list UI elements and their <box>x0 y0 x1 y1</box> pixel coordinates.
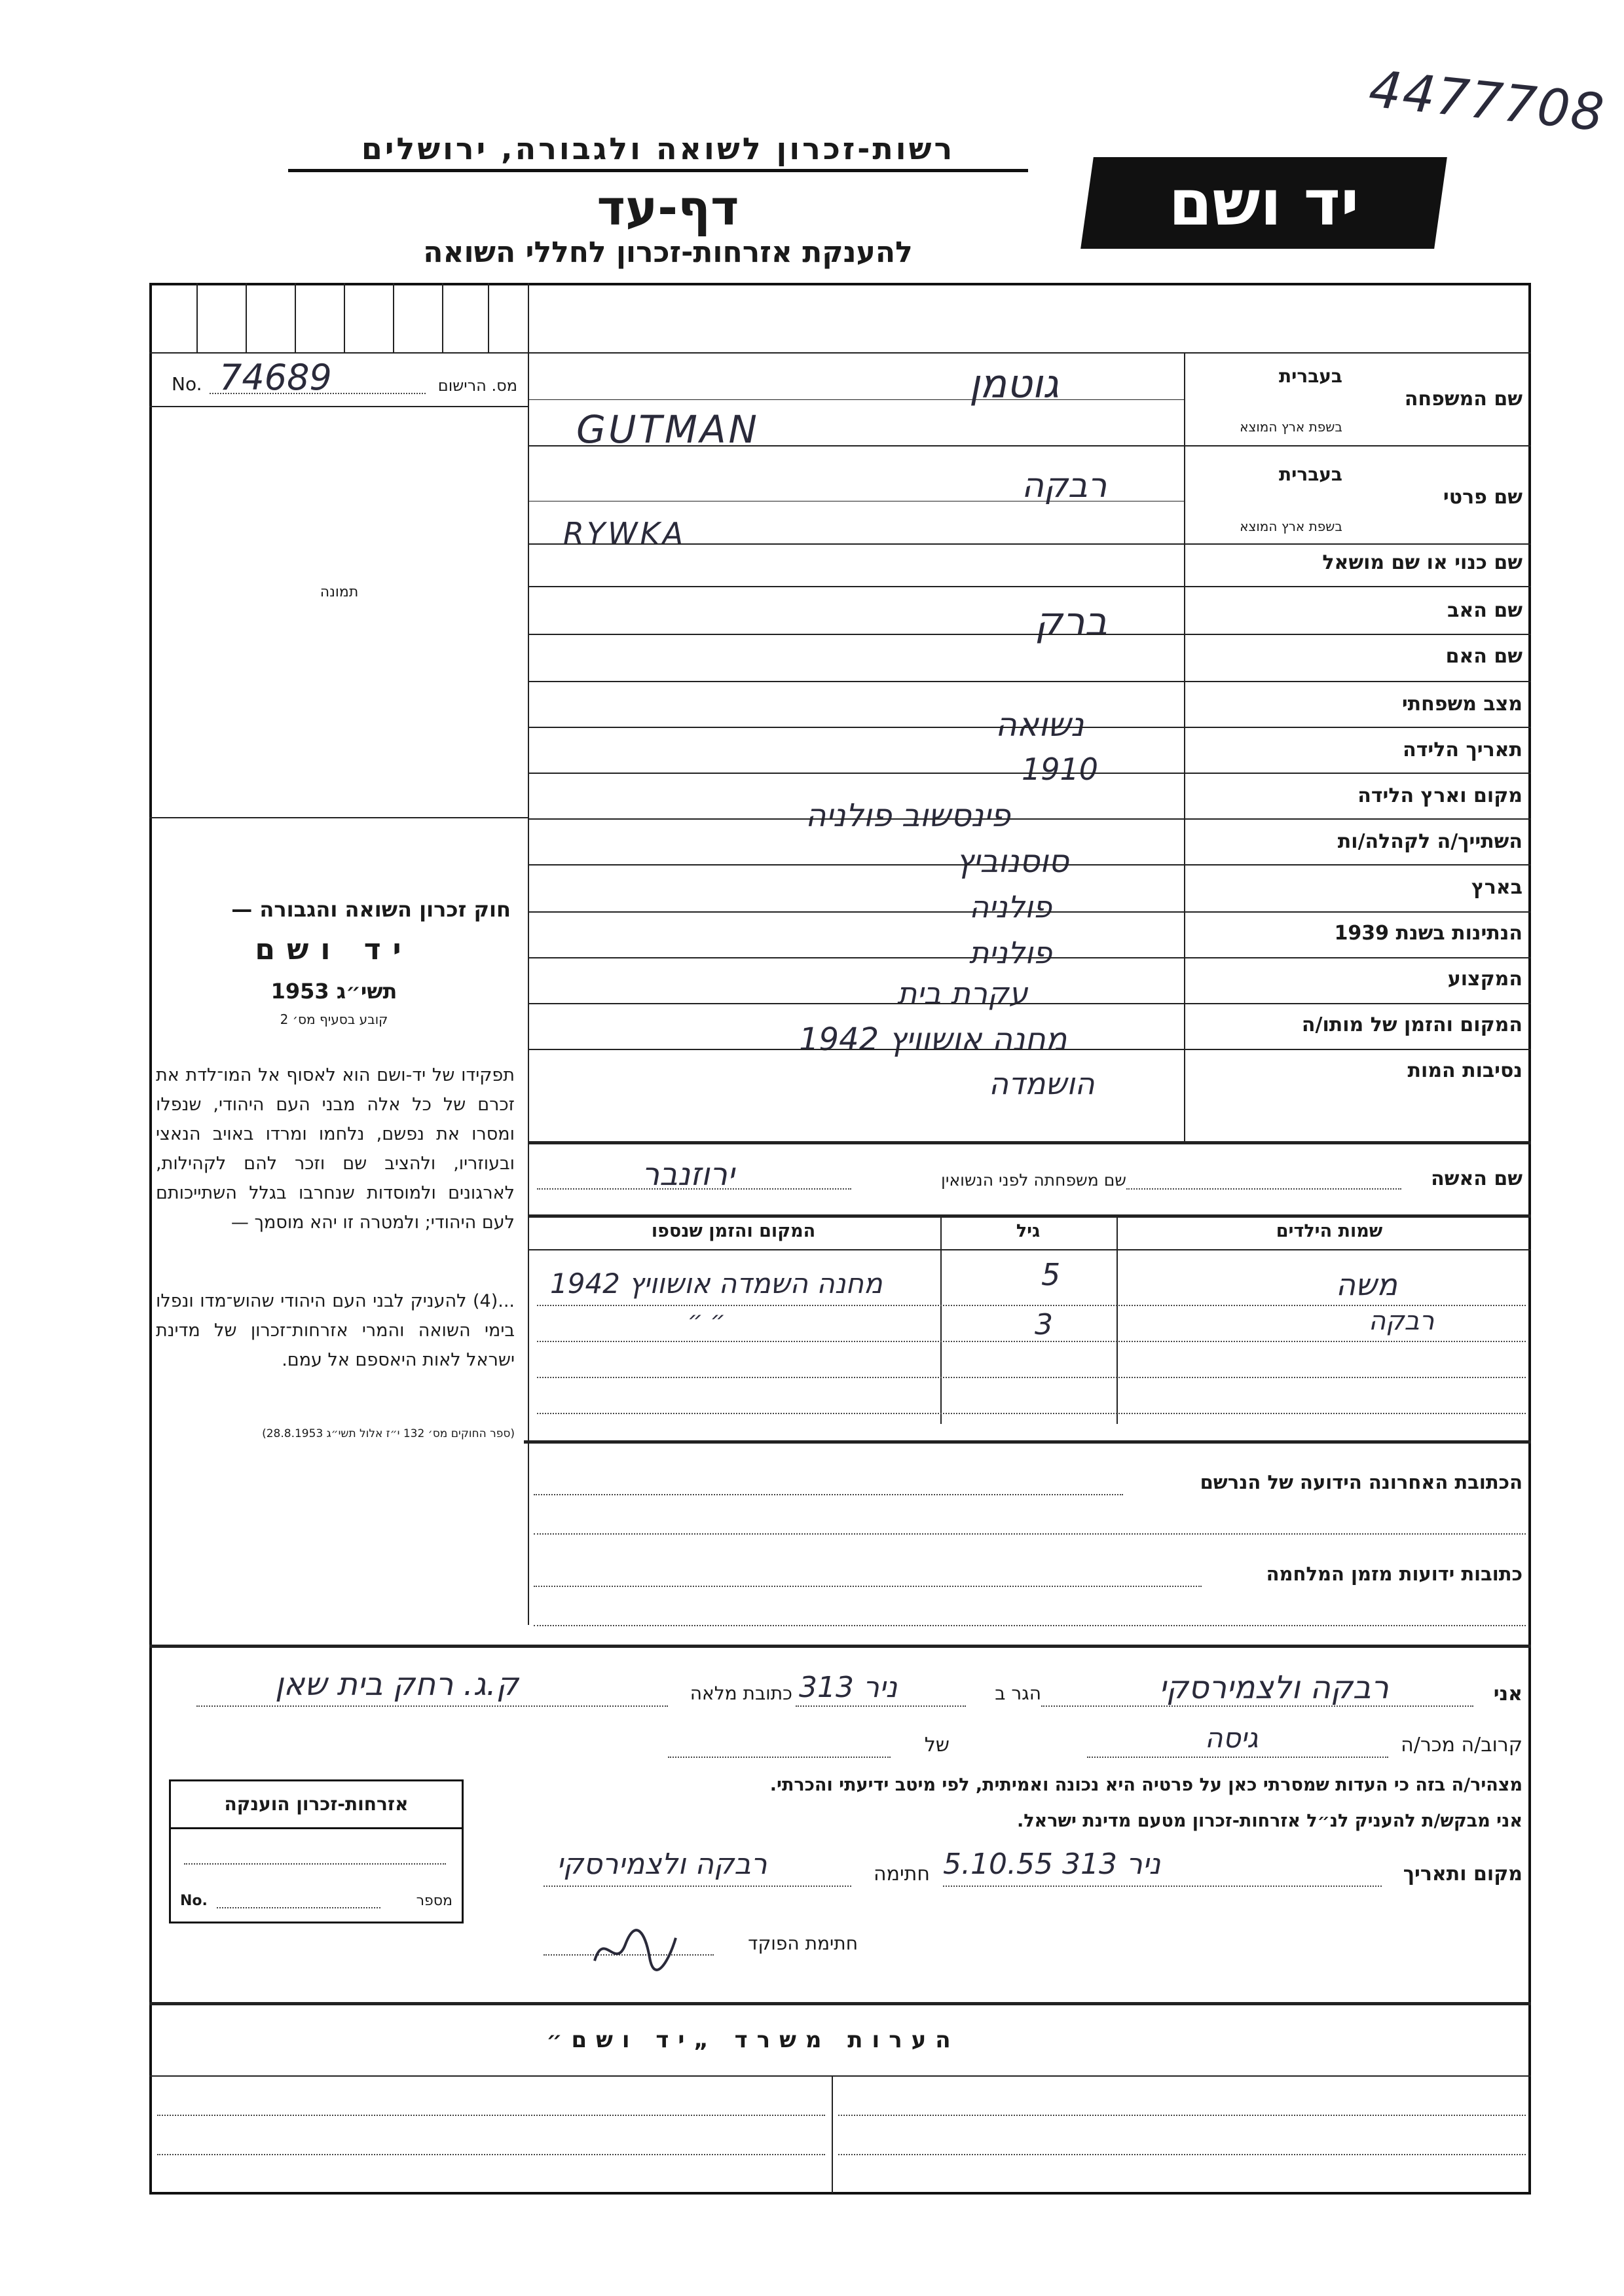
authority-title: רשות-זכרון לשואה ולגבורה, ירושלים <box>288 131 1028 172</box>
surname-origin-sublabel: בשפת ארץ המוצא <box>1240 419 1342 435</box>
place-date-label: מקום ותאריך <box>1403 1863 1522 1886</box>
law-name: יד ושם <box>255 933 413 966</box>
official-signature-label: חתימת הפוקד <box>748 1933 858 1954</box>
child-age: 3 <box>1035 1308 1053 1341</box>
death-place-time-label: המקום והזמן של מותו/ה <box>1301 1013 1522 1036</box>
country-label: בארץ <box>1471 876 1522 899</box>
child-name: משה <box>1336 1267 1397 1302</box>
child-place: ״ ״ <box>688 1307 726 1334</box>
logo-text: יד ושם <box>1168 166 1359 240</box>
death-circumstances-label: נסיבות המות <box>1407 1059 1522 1082</box>
spouse-maiden-label: שם משפחתה לפני הנשואין <box>941 1171 1126 1190</box>
law-paragraph-2: ...(4) להעניק לבני העם היהודי שהוש־מדו ונפלו בימי השואה והמרי אזרחות־זכרון של מדינת ישראל לאות היאספם אל עמם. <box>156 1291 515 1370</box>
first-name-origin-value: RYWKA <box>563 516 686 551</box>
nickname-label: שם כנוי או שם מושאל <box>1322 551 1522 574</box>
first-name-hebrew-sublabel: בעברית <box>1278 464 1342 485</box>
declaration-witness: רבקה ולצמירסקי <box>1159 1669 1389 1706</box>
birth-place-label: מקום וארץ הלידה <box>1357 784 1522 807</box>
citizenship-box-title: אזרחות-זכרון הוענקה <box>171 1781 462 1829</box>
yad-vashem-logo <box>1080 157 1447 249</box>
registration-number: 74689 <box>219 357 332 398</box>
law-paragraph-1: תפקידו של יד-ושם הוא לאסוף אל המו־לדת את זכרם של כל אלה מבני העם היהודי, שנפלו ומסרו את נפשם, נלחמו ומרדו באויב הנאצי ובעוזריו, ולהציב שם וזכר להם לקהילות, לארגונים ולמוסדות שנחרבו בגלל השתייכותם לעם היהודי; ולמטרה זו יהא מוסמך — <box>156 1065 515 1233</box>
death-place-time-value: מחנה אושוויץ 1942 <box>799 1021 1067 1058</box>
nationality-value: פולנית <box>969 935 1052 970</box>
father-name-label: שם האב <box>1447 599 1522 622</box>
declaration-born-label: הגר ב <box>995 1683 1041 1704</box>
birth-place-value: פינסשוב פולניה <box>805 797 1010 834</box>
first-name-origin-sublabel: בשפת ארץ המוצא <box>1240 519 1342 534</box>
children-place-header: המקום והזמן שנספו <box>651 1221 816 1241</box>
form-title: דף-עד <box>597 180 739 236</box>
photo-area <box>151 407 528 816</box>
death-circumstances-value: הושמדה <box>989 1066 1095 1101</box>
declaration-full-address: ק.ג. רחק בית שאן <box>275 1666 519 1703</box>
declaration-statement: מצהיר/ה בזה כי העדות שמסרתי כאן על פרטיה היא נכונה ואמיתית, לפי מיטב ידיעתי והכרתי. <box>769 1775 1522 1795</box>
first-name-hebrew-value: רבקה <box>1022 466 1107 505</box>
marital-status-label: מצב משפחתי <box>1401 693 1522 716</box>
of-label: של <box>924 1734 950 1757</box>
children-names-header: שמות הילדים <box>1276 1221 1383 1241</box>
birth-date-label: תאריך הלידה <box>1403 738 1522 761</box>
community-value: סוסנוביץ <box>956 843 1069 880</box>
law-citation: (ספר החוקים מס׳ 132 י״ז אלול תשי״ג 28.8.1953) <box>262 1427 515 1440</box>
first-name-label: שם פרטי <box>1443 486 1522 509</box>
relative-label: קרוב/ה מכר/ה <box>1401 1734 1522 1757</box>
profession-value: עקרת בית <box>897 975 1028 1011</box>
father-name-value: ברק <box>1035 599 1108 645</box>
last-known-address-label: הכתובת האחרונה הידועה של הנרשם <box>1200 1471 1522 1493</box>
declaration-request: אני מבקש/ת להעניק לנ״ל אזרחות-זכרון מטעם מדינת ישראל. <box>1016 1811 1522 1831</box>
surname-label: שם המשפחה <box>1404 388 1522 410</box>
birth-date-value: 1910 <box>1022 752 1099 787</box>
country-value: פולניה <box>969 889 1052 924</box>
spouse-maiden-value: ירוזנבר <box>642 1156 735 1193</box>
surname-hebrew-value: גוטמן <box>969 361 1060 407</box>
child-name: רבקה <box>1369 1306 1435 1336</box>
signature-value: רבקה ולצמירסקי <box>557 1848 767 1881</box>
children-age-header: גיל <box>1016 1221 1041 1241</box>
child-age: 5 <box>1041 1257 1061 1292</box>
wartime-address-label: כתובות ידועות מזמן המלחמה <box>1266 1563 1522 1585</box>
law-title: חוק זכרון השואה והגבורה — <box>231 897 511 922</box>
surname-hebrew-sublabel: בעברית <box>1278 365 1342 387</box>
declaration-address-label: כתובת מלאה <box>690 1683 792 1704</box>
registration-label: מס. הרישום <box>437 376 517 395</box>
place-date-value: ניר 313 5.10.55 <box>943 1848 1161 1881</box>
official-signature-mark <box>589 1925 681 1977</box>
spouse-label: שם האשה <box>1431 1167 1522 1190</box>
mother-name-label: שם האם <box>1445 645 1522 668</box>
registration-no-label: No. <box>172 373 202 395</box>
office-notes-label: הערות משרד „יד ושם״ <box>546 2027 960 2053</box>
citizenship-no-label: No. <box>180 1893 208 1909</box>
archive-number: 4477708 <box>1366 60 1608 143</box>
citizenship-number-label: מספר <box>416 1893 452 1909</box>
marital-status-value: נשואה <box>995 706 1084 744</box>
declaration-city: ניר 313 <box>799 1671 898 1704</box>
photo-label: תמונה <box>320 584 359 600</box>
community-label: השתייך/ה לקהלה/ות <box>1337 830 1522 853</box>
signature-label: חתימה <box>873 1863 930 1886</box>
profession-label: המקצוע <box>1447 968 1522 991</box>
form-subtitle: להענקת אזרחות-זכרון לחללי השואה <box>423 236 913 269</box>
nationality-label: הנתינות בשנת 1939 <box>1334 922 1522 945</box>
surname-origin-value: GUTMAN <box>576 407 760 452</box>
declaration-i-label: אני <box>1493 1683 1522 1705</box>
law-section-ref: קובע בסעיף מס׳ 2 <box>280 1011 388 1027</box>
relation-value: גיסה <box>1205 1722 1259 1754</box>
child-place: מחנה השמדה אושוויץ 1942 <box>550 1267 883 1300</box>
law-year: תשי״ג 1953 <box>270 979 397 1004</box>
citizenship-box <box>169 1779 464 1923</box>
